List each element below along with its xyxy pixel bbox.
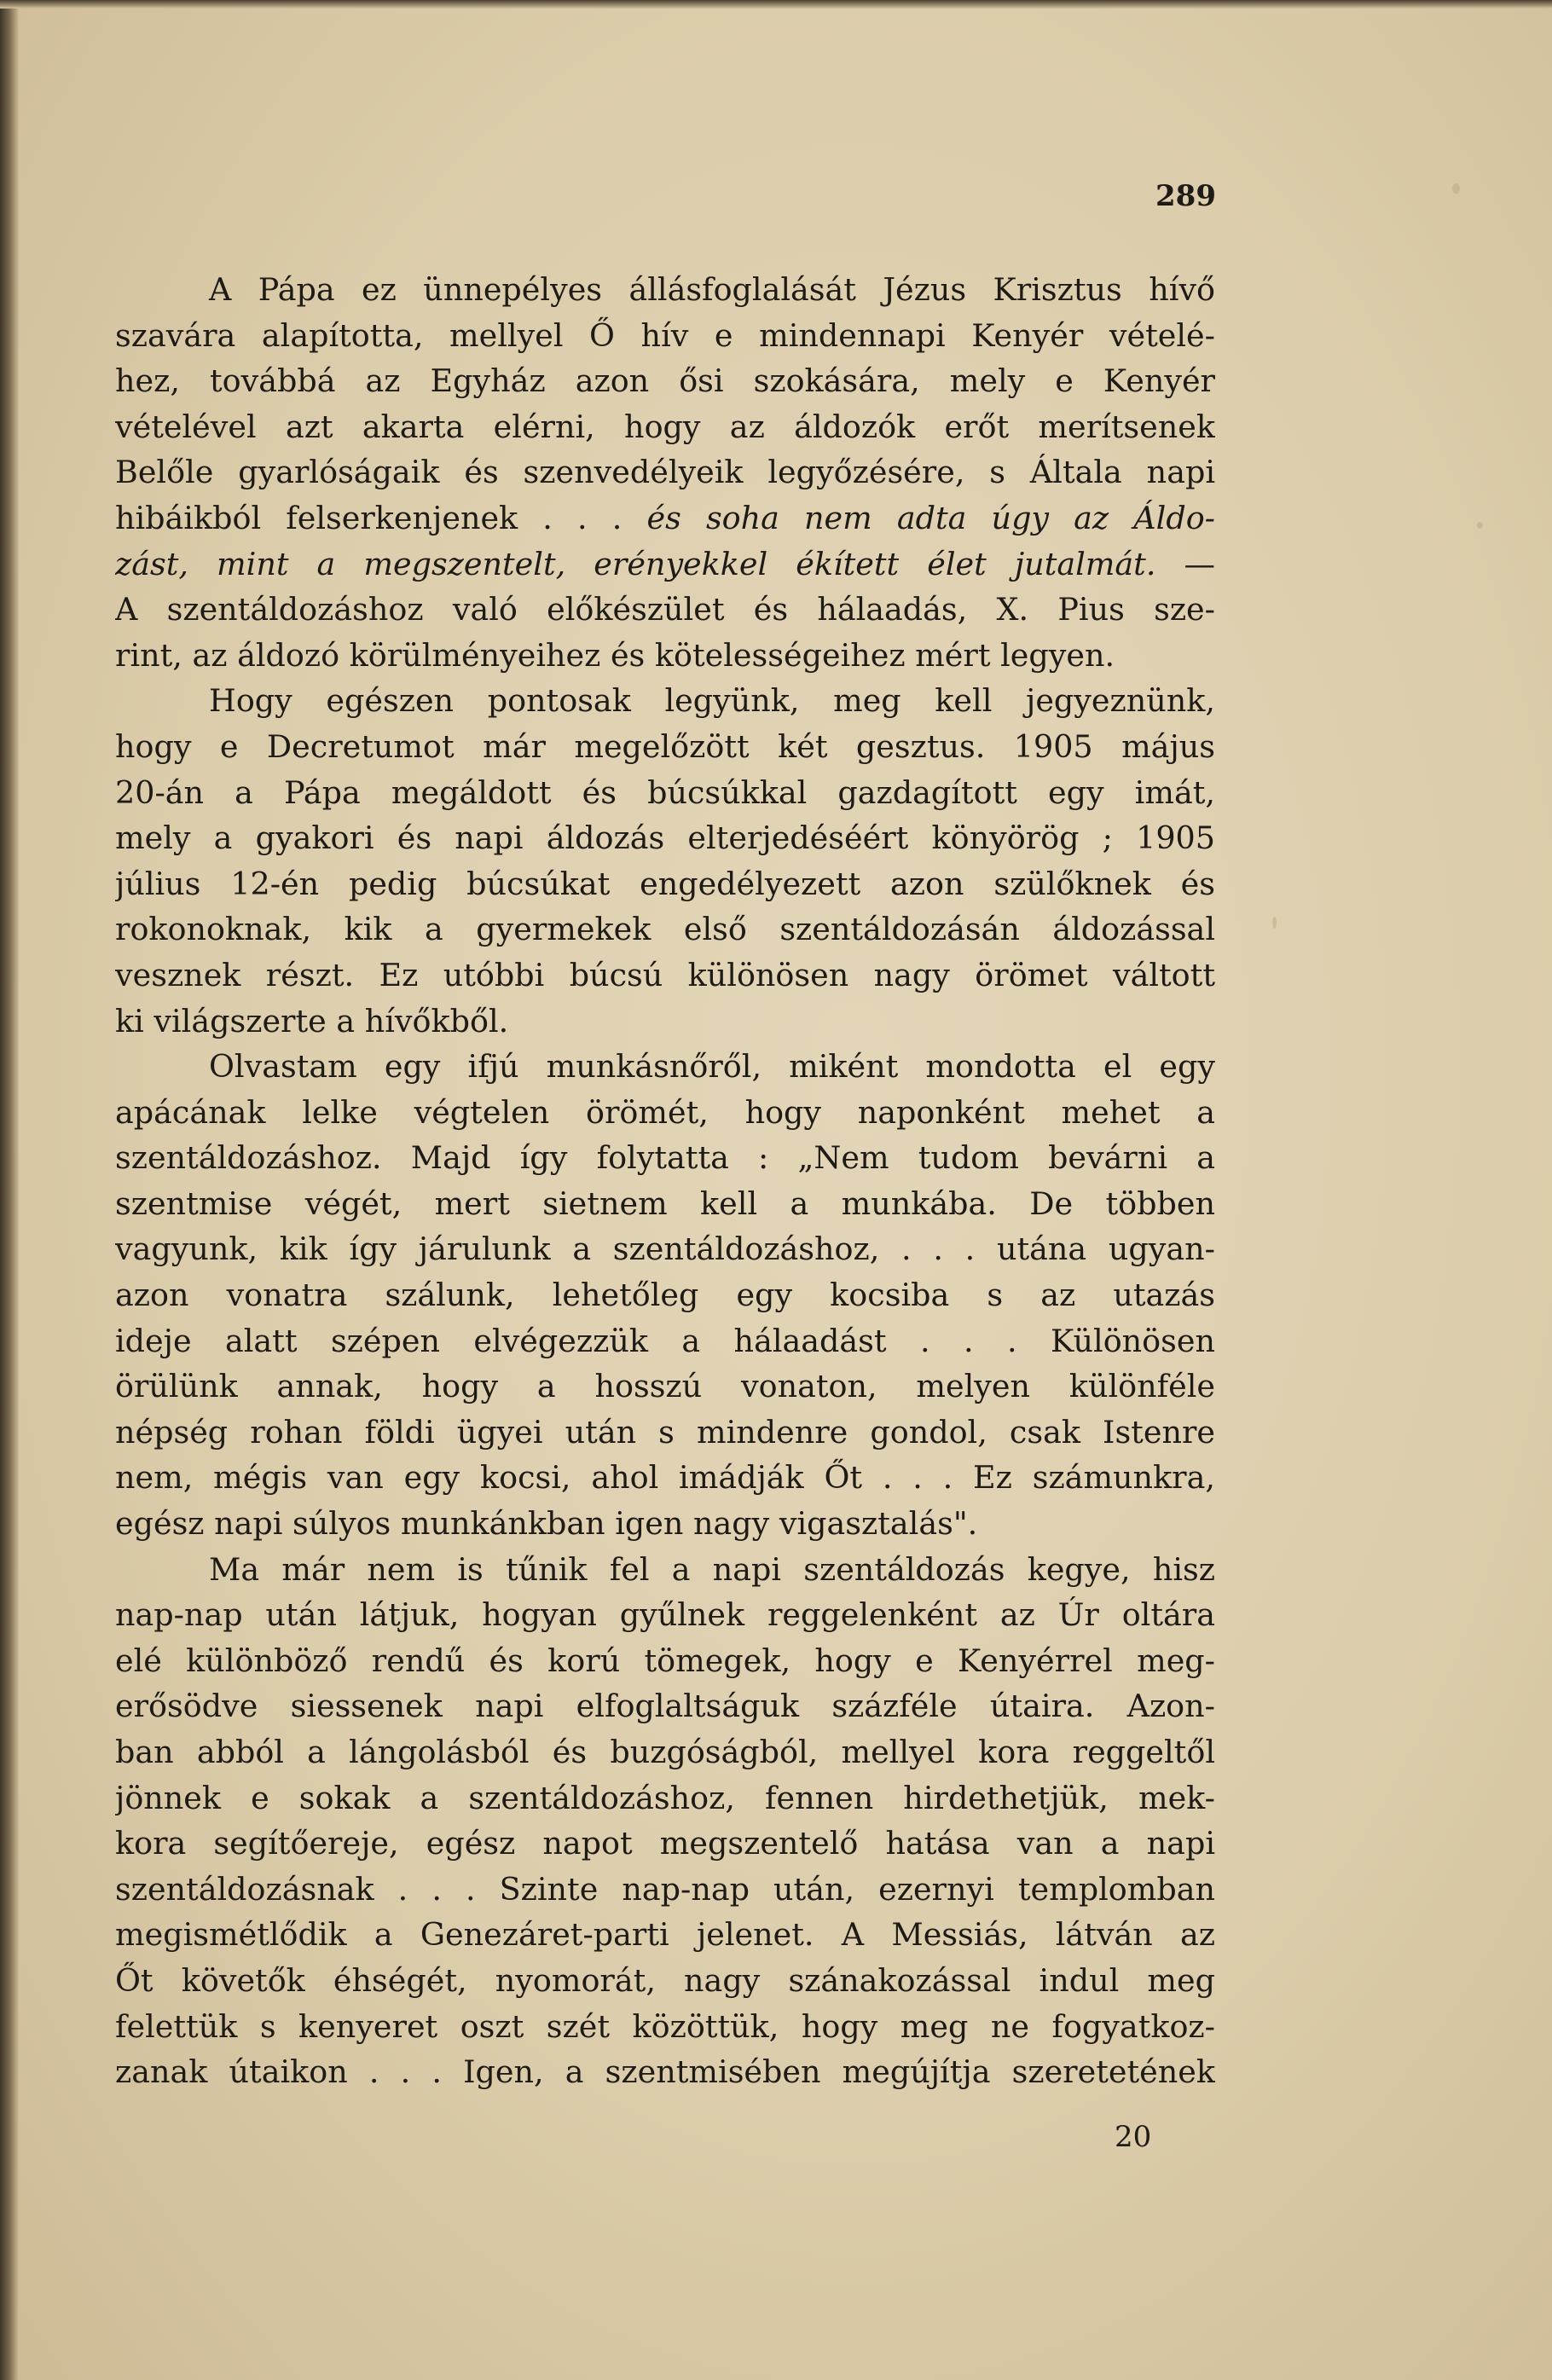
text-line [115,1683,1215,1729]
text-line [115,267,1215,313]
line-text: megismétlődik a Genezáret-parti jelenet. A Messiás, látván az [115,1916,1215,1954]
text-line [115,1821,1215,1867]
text-line [115,953,1215,999]
italic-text: zást, mint a megszentelt, erényekkel ékített élet jutalmát. [115,545,1156,582]
text-line [115,404,1215,450]
line-text: felettük s kenyeret oszt szét közöttük, hogy meg ne fogyatkoz- [115,2007,1215,2045]
text-line [115,724,1215,770]
line-text: nem, mégis van egy kocsi, ahol imádják Őt . . . Ez számunkra, [115,1459,1215,1497]
body-text [115,267,1215,2095]
signature-mark: 20 [1115,2120,1152,2154]
line-text: erősödve siessenek napi elfoglaltságuk százféle útaira. Azon- [115,1688,1215,1725]
text-line [115,1547,1215,1593]
line-text: Ma már nem is tűnik fel a napi szentáldozás kegye, hisz [209,1550,1215,1588]
line-text: Őt követők éhségét, nyomorát, nagy szánakozással indul meg [115,1961,1215,1999]
line-text: szentáldozásnak . . . Szinte nap-nap után, ezernyi templomban [115,1870,1215,1908]
line-text: szavára alapította, mellyel Ő hív e mindennapi Kenyér vételé- [115,316,1215,354]
text-line [115,587,1215,633]
paper-stain [1452,183,1460,194]
line-text: — [1184,545,1215,582]
text-line [115,770,1215,816]
text-line [115,1181,1215,1227]
text-line [115,1272,1215,1318]
line-text: rokonoknak, kik a gyermekek első szentáldozásán áldozással [115,911,1215,948]
line-text: ideje alatt szépen elvégezzük a hálaadást . . . Különösen [115,1322,1215,1359]
text-line [115,1912,1215,1958]
line-text: július 12-én pedig búcsúkat engedélyezett azon szülőknek és [115,865,1215,902]
line-text: azon vonatra szálunk, lehetőleg egy kocsiba s az utazás [115,1277,1215,1314]
text-line [115,1044,1215,1090]
line-text: 20-án a Pápa megáldott és búcsúkkal gazdagított egy imát, [115,773,1215,811]
line-text: szentáldozáshoz. Majd így folytatta : „Nem tudom bevárni a [115,1139,1215,1177]
line-text: Belőle gyarlóságaik és szenvedélyeik legyőzésére, s Általa napi [115,454,1215,491]
text-line [115,815,1215,861]
text-line [115,633,1215,679]
text-line [115,449,1215,495]
line-text: örülünk annak, hogy a hosszú vonaton, melyen különféle [115,1368,1215,1405]
text-line [115,1410,1215,1456]
text-line [115,1729,1215,1775]
text-line [115,1592,1215,1638]
text-line [115,1455,1215,1501]
page-top-shadow [0,0,1552,9]
line-text: Hogy egészen pontosak legyünk, meg kell jegyeznünk, [209,682,1215,720]
text-line [115,1958,1215,2004]
line-text: vagyunk, kik így járulunk a szentáldozáshoz, . . . utána ugyan- [115,1231,1215,1268]
text-line [115,1318,1215,1364]
line-text: népség rohan földi ügyei után s mindenre gondol, csak Istenre [115,1413,1215,1451]
line-text: apácának lelke végtelen örömét, hogy naponként mehet a [115,1093,1215,1131]
text-line [115,1135,1215,1181]
text-line [115,999,1215,1045]
text-line [115,861,1215,907]
text-line [115,1501,1215,1547]
text-line [115,1775,1215,1821]
line-text: mely a gyakori és napi áldozás elterjedéséért könyörög ; 1905 [115,819,1215,857]
paper-stain [1477,522,1483,529]
text-line [115,2004,1215,2050]
line-text: kora segítőereje, egész napot megszentelő hatása van a napi [115,1825,1215,1862]
italic-text: és soha nem adta úgy az Áldo- [646,499,1215,536]
line-text: hez, továbbá az Egyház azon ősi szokására, mely e Kenyér [115,362,1215,400]
paper-stain [1272,917,1277,929]
line-text: nap-nap után látjuk, hogyan gyűlnek reggelenként az Úr oltára [115,1596,1215,1634]
line-text: hibáikból felserkenjenek . . . [115,499,623,536]
text-line [115,906,1215,953]
text-line [115,358,1215,404]
line-text: jönnek e sokak a szentáldozáshoz, fennen hirdethetjük, mek- [115,1779,1215,1816]
line-text: ki világszerte a hívőkből. [115,1002,509,1039]
text-line [115,678,1215,724]
text-line [115,541,1215,588]
line-text: A szentáldozáshoz való előkészület és hálaadás, X. Pius sze- [115,591,1215,628]
text-line [115,313,1215,359]
text-line [115,1364,1215,1410]
line-text: szentmise végét, mert sietnem kell a munkába. De többen [115,1184,1215,1222]
text-line [115,1226,1215,1272]
text-line [115,1867,1215,1913]
line-text: vételével azt akarta elérni, hogy az áldozók erőt merítsenek [115,408,1215,445]
text-line [115,495,1215,541]
line-text: vesznek részt. Ez utóbbi búcsú különösen nagy örömet váltott [115,956,1215,993]
line-text: Olvastam egy ifjú munkásnőről, miként mondotta el egy [209,1048,1215,1086]
page-binding-shadow [0,0,19,2380]
line-text: hogy e Decretumot már megelőzött két gesztus. 1905 május [115,727,1215,765]
line-text: rint, az áldozó körülményeihez és kötelességeihez mért legyen. [115,636,1115,674]
line-text: egész napi súlyos munkánkban igen nagy vigasztalás". [115,1505,978,1543]
page-number: 289 [1155,179,1216,213]
line-text: A Pápa ez ünnepélyes állásfoglalását Jézus Krisztus hívő [209,271,1215,308]
text-line [115,2049,1215,2095]
text-line [115,1638,1215,1684]
line-text: ban abból a lángolásból és buzgóságból, mellyel kora reggeltől [115,1734,1215,1770]
line-text: elé különböző rendű és korú tömegek, hogy e Kenyérrel meg- [115,1642,1215,1679]
text-line [115,1090,1215,1136]
line-text: zanak útaikon . . . Igen, a szentmisében megújítja szeretetének [115,2053,1215,2091]
